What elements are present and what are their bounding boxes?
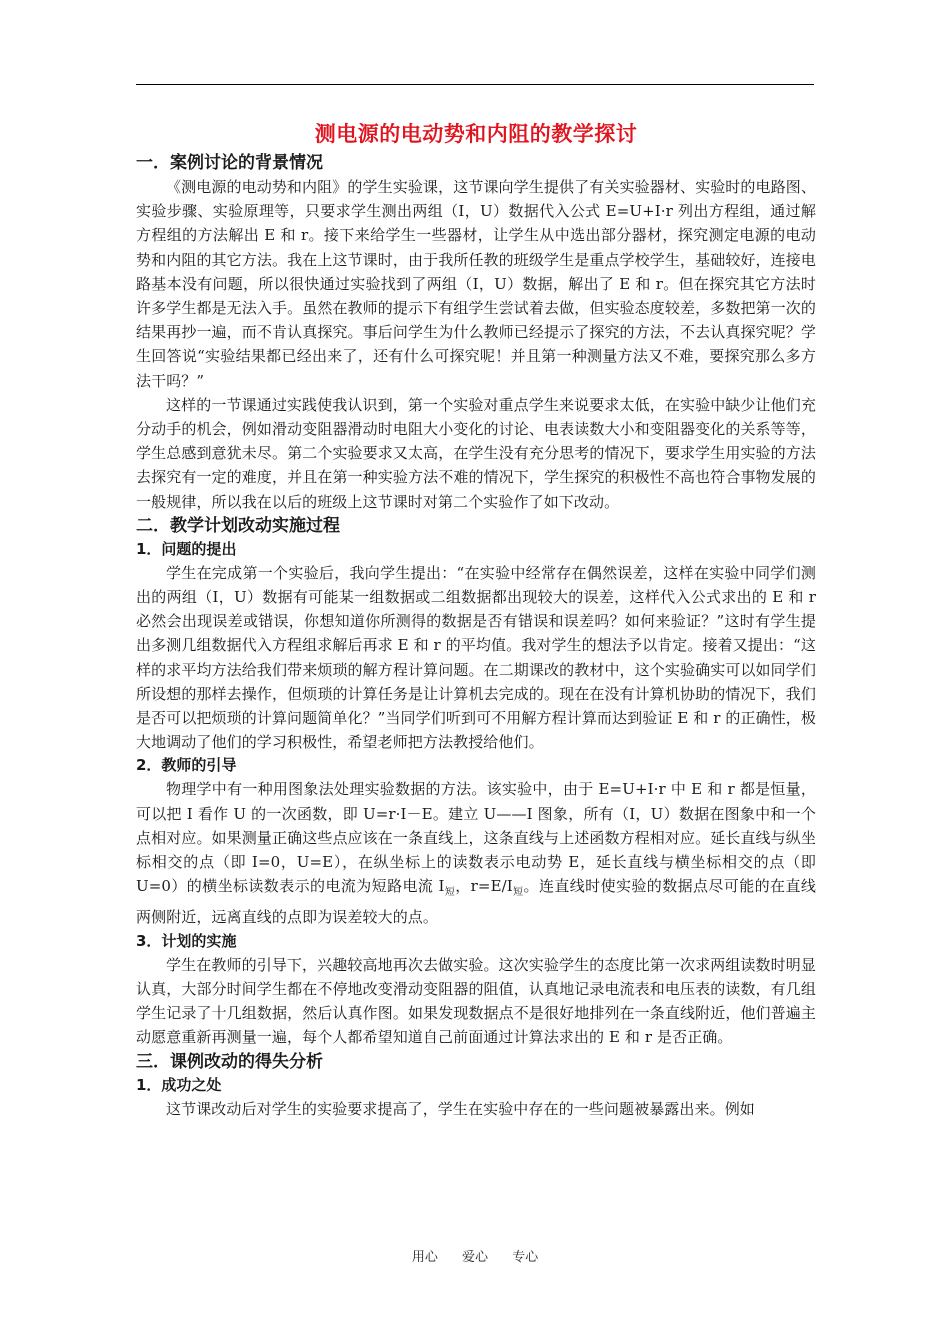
section-2-sub-3-heading: 3．计划的实施 [136,931,237,950]
footer-text-2: 爱心 [461,1250,488,1265]
section-3-heading: 三．课例改动的得失分析 [136,1051,323,1072]
section-1-heading: 一．案例讨论的背景情况 [136,153,323,173]
subscript-short: 短 [512,887,524,899]
section-1-paragraph-2: 这样的一节课通过实践使我认识到，第一个实验对重点学生来说要求太低，在实验中缺少让他们充分动手的机会，例如滑动变阻器滑动时电阻大小变化的讨论、电表读数大小和变阻器变化的关系等等，学生总感到意犹未尽。第二个实验要求又太高，在学生没有充分思考的情况下，要求学生用实验的方法去探究有一定的难度，并且在第一种实验方法不难的情况下，学生探究的积极性不高也符合事物发展的一般规律，所以我在以后的班级上这节课时对第二个实验作了如下改动。 [136,395,816,511]
section-2-sub-1-paragraph: 学生在完成第一个实验后，我向学生提出：“在实验中经常存在偶然误差，这样在实验中同学们测出的两组（I，U）数据有可能某一组数据或二组数据都出现较大的误差，这样代入公式求出的 E 和 r 必然会出现误差或错误，你想知道你所测得的数据是否有错误和误差吗？如何来验证？”这时有学生提出多测几组数据代入方程组求解后再求 E 和 r 的平均值。我对学生的想法予以肯定。接着又提出：“这样的求平均方法给我们带来烦琐的解方程计算问题。在二期课改的教材中，这个实验确实可以如同学们所设想的那样去操作，但烦琐的计算任务是让计算机去完成的。现在在没有计算机协助的情况下，我们是否可以把烦琐的计算问题简单化？”当同学们听到可不用解方程计算而达到验证 E 和 r 的正确性，极大地调动了他们的学习积极性，希望老师把方法教授给他们。 [136,563,816,752]
section-2-sub-3-paragraph: 学生在教师的引导下，兴趣较高地再次去做实验。这次实验学生的态度比第一次求两组读数时明显认真，大部分时间学生都在不停地改变滑动变阻器的阻值，认真地记录电流表和电压表的读数，有几组学生记录了十几组数据，然后认真作图。如果发现数据点不是很好地排列在一条直线附近，他们普遍主动愿意重新再测量一遍，每个人都希望知道自己前面通过计算法求出的 E 和 r 是否正确。 [136,955,816,1047]
page-footer [0,1246,950,1265]
section-3-sub-1-paragraph: 这节课改动后对学生的实验要求提高了，学生在实验中存在的一些问题被暴露出来。例如 [166,1099,755,1118]
section-2-sub-2-paragraph [136,777,816,929]
section-1-paragraph-1: 《测电源的电动势和内阻》的学生实验课，这节课向学生提供了有关实验器材、实验时的电路图、实验步骤、实验原理等，只要求学生测出两组（I，U）数据代入公式 E=U+I·r 列出方程组，通过解方程组的方法解出 E 和 r。接下来给学生一些器材，让学生从中选出部分器材，探究测定电源的电动势和内阻的其它方法。我在上这节课时，由于我所任教的班级学生是重点学校学生，基础较好，连接电路基本没有问题，所以很快通过实验找到了两组（I，U）数据，解出了 E 和 r。但在探究其它方法时许多学生都是无法入手。虽然在教师的提示下有组学生尝试着去做，但实验态度较差，多数把第一次的结果再抄一遍，而不肯认真探究。事后问学生为什么教师已经提示了探究的方法，不去认真探究呢？学生回答说“实验结果都已经出来了，还有什么可探究呢！并且第一种测量方法又不难，要探究那么多方法干吗？” [136,178,816,390]
footer-text-3: 专心 [512,1250,539,1265]
paragraph-text-a: 物理学中有一种用图象法处理实验数据的方法。该实验中，由于 E=U+I·r 中 E 和 r 都是恒量，可以把 I 看作 U 的一次函数，即 U=r·I－E。建立 U——I 图象，所有（I，U）数据在图象中和一个点相对应。如果测量正确这些点应该在一条直线上，这条直线与上述函数方程相对应。延长直线与纵坐标相交的点（即 I=0，U=E），在纵坐标上的读数表示电动势 E，延长直线与横坐标相交的点（即 U=0）的横坐标读数表示的电流为短路电流 I [136,780,816,896]
document-body [136,118,816,1121]
paragraph-text-b: ，r=E/I [455,877,513,896]
section-2-sub-1-heading: 1．问题的提出 [136,539,237,558]
header-rule [136,84,814,85]
section-2-heading: 二．教学计划改动实施过程 [136,515,340,536]
paragraph-text-c: 。连直线时使实验的数据点尽可能的在直线两侧附近，远离直线的点即为误差较大的点。 [136,877,816,927]
subscript-short: 短 [444,887,456,899]
section-3-sub-1-heading: 1．成功之处 [136,1075,222,1094]
document-title: 测电源的电动势和内阻的教学探讨 [314,121,638,146]
section-2-sub-2-heading: 2．教师的引导 [136,756,237,775]
footer-text-1: 用心 [411,1250,438,1265]
